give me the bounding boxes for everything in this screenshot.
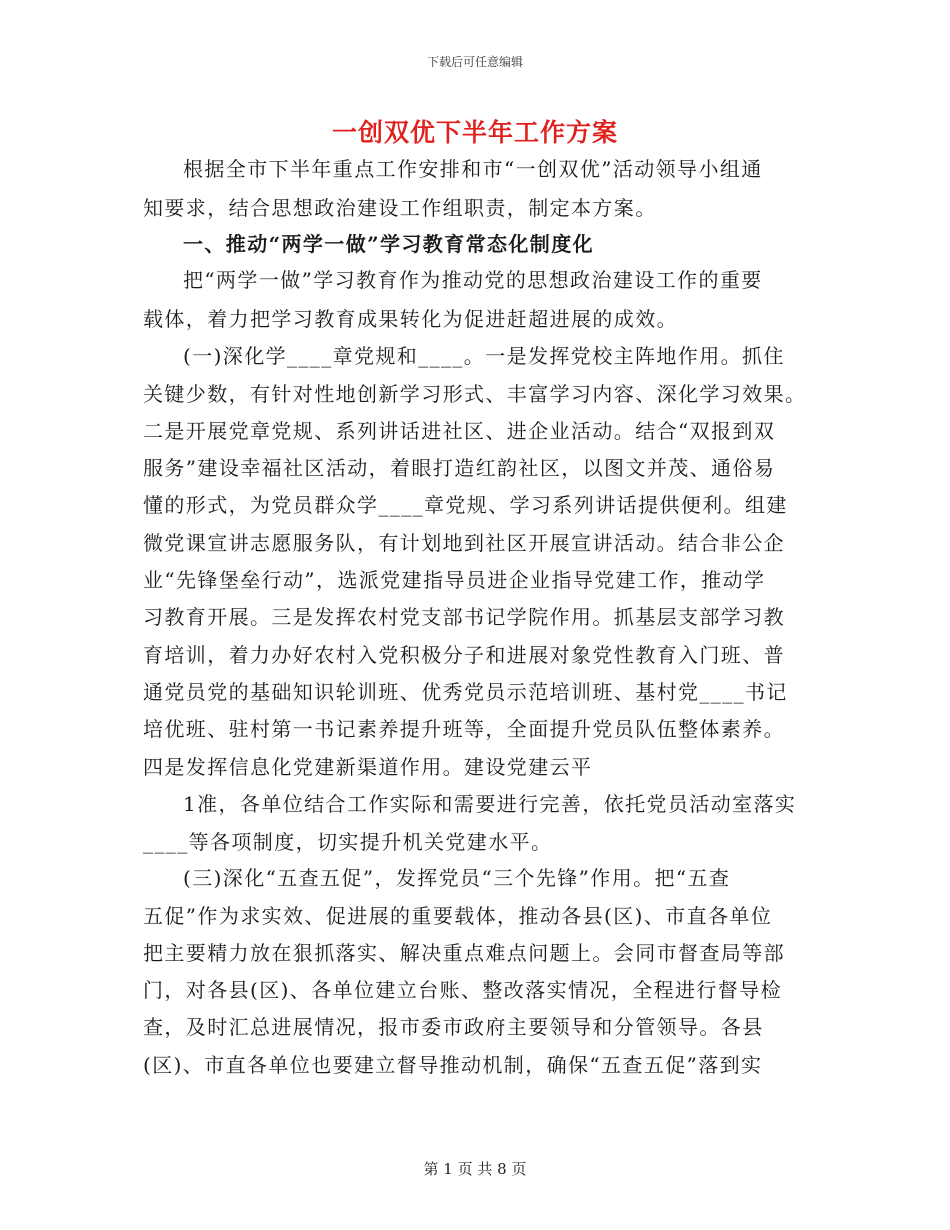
paragraph-line: (三)深化“五查五促”，发挥党员“三个先锋”作用。把“五查 [183, 866, 731, 890]
paragraph-line: 门，对各县(区)、各单位建立台账、整改落实情况，全程进行督导检 [143, 978, 783, 1002]
paragraph-line: 通党员党的基础知识轮训班、优秀党员示范培训班、基村党____书记 [143, 680, 788, 704]
paragraph-line: 载体，着力把学习教育成果转化为促进赶超进展的成效。 [143, 307, 678, 331]
paragraph-line: 1准，各单位结合工作实际和需要进行完善，依托党员活动室落实 [183, 792, 797, 816]
paragraph-line: ____等各项制度，切实提升机关党建水平。 [143, 830, 553, 854]
paragraph-line: 根据全市下半年重点工作安排和市“一创双优”活动领导小组通 [183, 157, 763, 181]
paragraph-line: (区)、市直各单位也要建立督导推动机制，确保“五查五促”落到实 [143, 1053, 763, 1077]
paragraph-line: 知要求，结合思想政治建设工作组职责，制定本方案。 [143, 196, 657, 220]
paragraph-line: 服务”建设幸福社区活动，着眼打造红韵社区，以图文并茂、通俗易 [143, 456, 776, 480]
paragraph-line: 微党课宣讲志愿服务队，有计划地到社区开展宣讲活动。结合非公企 [143, 531, 785, 555]
paragraph-line: 培优班、驻村第一书记素养提升班等，全面提升党员队伍整体素养。 [143, 717, 785, 741]
paragraph-line: 查，及时汇总进展情况，报市委市政府主要领导和分管领导。各县 [143, 1015, 764, 1039]
paragraph-line: 把主要精力放在狠抓落实、解决重点难点问题上。会同市督查局等部 [143, 941, 785, 965]
paragraph-line: 二是开展党章党规、系列讲话进社区、进企业活动。结合“双报到双 [143, 419, 776, 443]
paragraph-line: 四是发挥信息化党建新渠道作用。建设党建云平 [143, 755, 593, 779]
paragraph-line: (一)深化学____章党规和____。一是发挥党校主阵地作用。抓住 [183, 344, 785, 368]
paragraph-line: 业“先锋堡垒行动”，选派党建指导员进企业指导党建工作，推动学 [143, 568, 766, 592]
page-number-footer: 第 1 页 共 8 页 [423, 1160, 527, 1178]
paragraph-line: 育培训，着力办好农村入党积极分子和进展对象党性教育入门班、普 [143, 643, 785, 667]
document-title: 一创双优下半年工作方案 [331, 118, 618, 147]
page-header-note: 下载后可任意编辑 [426, 55, 523, 69]
paragraph-line: 五促”作为求实效、促进展的重要载体，推动各县(区)、市直各单位 [143, 904, 773, 928]
paragraph-line: 关键少数，有针对性地创新学习形式、丰富学习内容、深化学习效果。 [143, 382, 807, 406]
section-heading: 一、推动“两学一做”学习教育常态化制度化 [183, 232, 595, 256]
paragraph-line: 懂的形式，为党员群众学____章党规、学习系列讲话提供便利。组建 [143, 493, 788, 517]
paragraph-line: 习教育开展。三是发挥农村党支部书记学院作用。抓基层支部学习教 [143, 605, 785, 629]
paragraph-line: 把“两学一做”学习教育作为推动党的思想政治建设工作的重要 [183, 268, 763, 292]
